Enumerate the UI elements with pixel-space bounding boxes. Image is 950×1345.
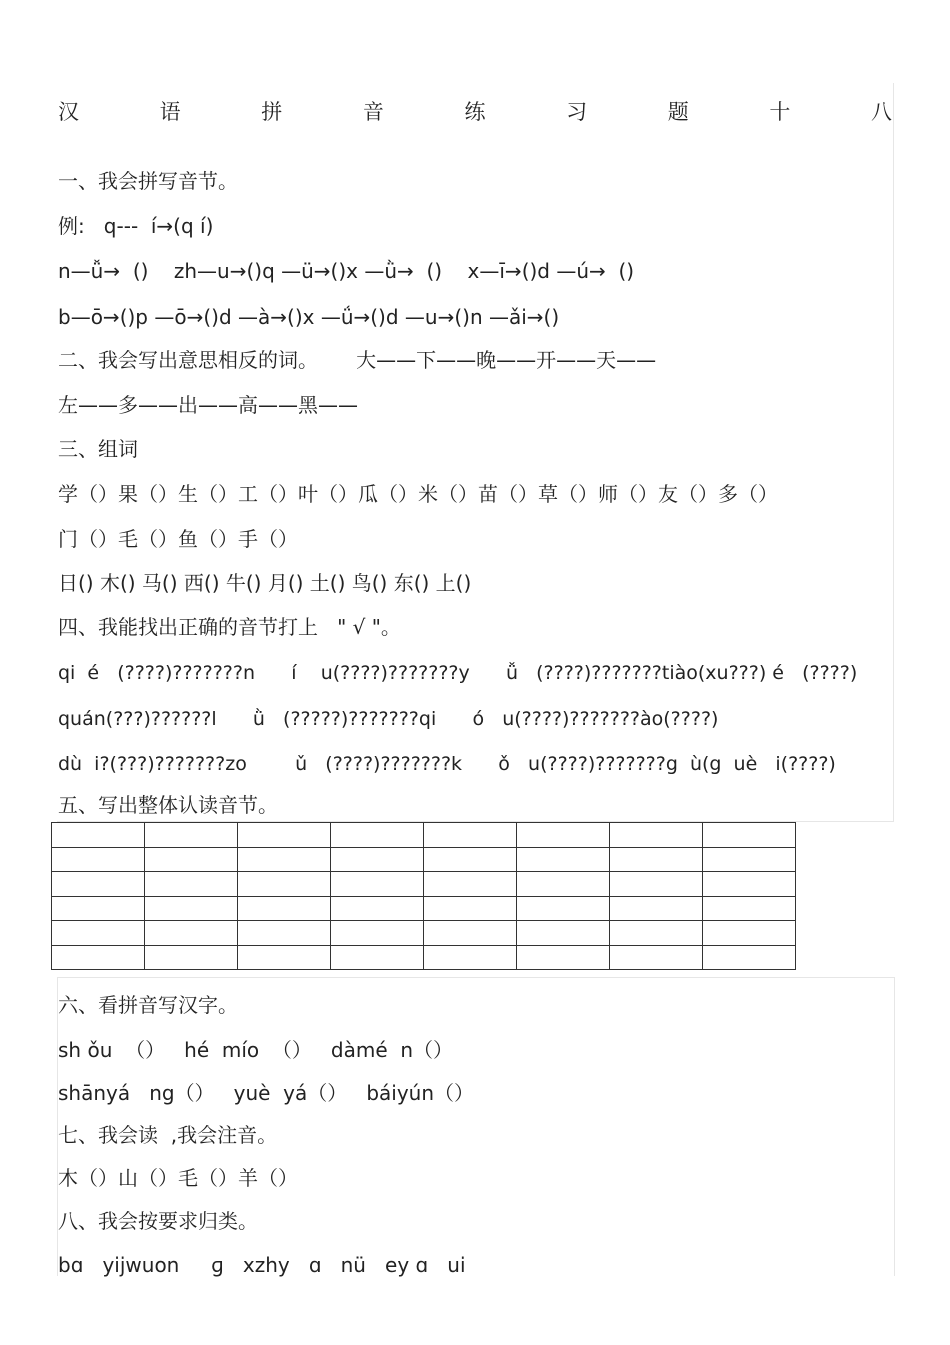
section8-heading: 八、我会按要求归类。 [58,1209,258,1233]
section4-row1: qi é (????)???????n í u(????)???????y ǚ (????)???????tiào(xu???) é (????) [58,662,858,684]
section3-row1: 学（）果（）生（）工（）叶（）瓜（）米（）苗（）草（）师（）友（）多（） [58,482,778,506]
title-char: 题 [667,100,689,124]
title-char: 拼 [261,100,283,124]
section3-heading: 三、组词 [58,437,138,461]
section3-row2: 门（）毛（）鱼（）手（） [58,527,298,551]
title-char: 习 [566,100,588,124]
section2-heading: 二、我会写出意思相反的词。 大——下——晚——开——天—— [58,348,657,372]
section7-heading: 七、我会读 ,我会注音。 [58,1123,278,1147]
answer-grid [51,822,796,970]
section1-example: 例: q--- í→(q í) [58,214,214,238]
section4-row3: dù i?(???)???????zo ǔ (????)???????k ǒ u(????)???????g ù(g uè i(????) [58,753,836,775]
section7-row1: 木（）山（）毛（）羊（） [58,1166,298,1190]
section3-row3: 日() 木() 马() 西() 牛() 月() 土() 鸟() 东() 上() [58,571,472,595]
section4-heading: 四、我能找出正确的音节打上 " √ "。 [58,615,401,639]
section2-row2: 左——多——出——高——黑—— [58,393,358,417]
title-char: 八 [871,100,892,124]
section6-row1: sh ǒu （） hé mío （） dàmé n（） [58,1038,454,1062]
section8-row1: bɑ yijwuon ɡ xzhy ɑ nü ey ɑ ui [58,1253,466,1277]
title-char: 练 [464,100,486,124]
page-title [58,96,892,126]
section1-row2: b—ō→()p —ō→()d —à→()x —ǘ→()d —u→()n —ǎi→() [58,305,560,329]
section5-heading: 五、写出整体认读音节。 [58,793,278,817]
section1-heading: 一、我会拼写音节。 [58,169,238,193]
section6-heading: 六、看拼音写汉字。 [58,993,238,1017]
title-char: 语 [159,100,181,124]
section4-row2: quán(???)??????l ǜ (?????)???????qi ó u(????)???????ào(????) [58,708,719,730]
title-char: 汉 [58,100,79,124]
section1-row1: n—ǚ→ () zh—u→()q —ü→()x —ǜ→ () x—ī→()d —ú→ () [58,259,635,283]
section6-row2: shānyá ng（） yuè yá（） báiyún（） [58,1081,475,1105]
title-char: 音 [362,100,384,124]
title-char: 十 [769,100,791,124]
